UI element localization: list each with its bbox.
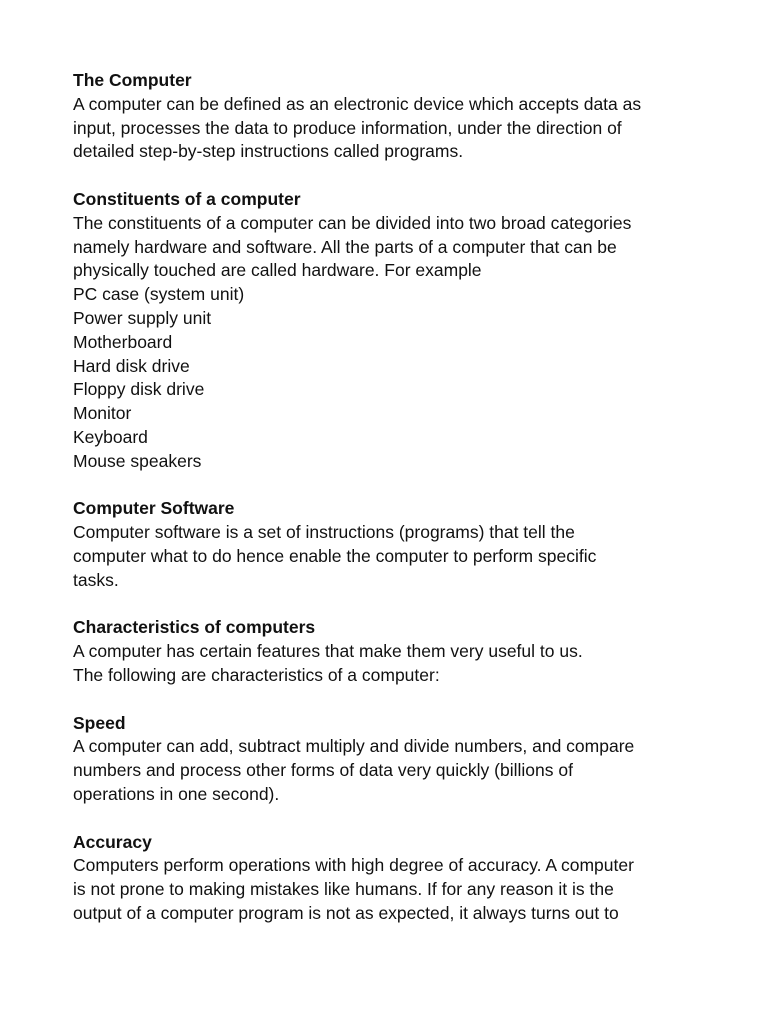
section-accuracy	[73, 831, 703, 926]
paragraph-line: input, processes the data to produce information, under the direction of	[73, 117, 622, 138]
paragraph-gap	[73, 688, 703, 712]
paragraph-line: Computers perform operations with high degree of accuracy. A computer	[73, 855, 634, 876]
paragraph-line: A computer can add, subtract multiply and divide numbers, and compare	[73, 736, 635, 757]
paragraph-line: detailed step-by-step instructions called programs.	[73, 141, 464, 162]
paragraph-line: output of a computer program is not as expected, it always turns out to	[73, 902, 619, 923]
list-item: PC case (system unit)	[73, 284, 245, 305]
list-item: Mouse speakers	[73, 450, 202, 471]
section-speed	[73, 712, 703, 807]
list-item: Monitor	[73, 403, 132, 424]
list-item: Floppy disk drive	[73, 379, 205, 400]
paragraph-gap	[73, 593, 703, 617]
paragraph-line: computer what to do hence enable the computer to perform specific	[73, 545, 597, 566]
paragraph-line: The following are characteristics of a computer:	[73, 664, 440, 685]
section-heading: The Computer	[73, 70, 192, 90]
section-heading: Characteristics of computers	[73, 617, 316, 638]
list-item: Keyboard	[73, 426, 148, 447]
paragraph-line: Computer software is a set of instructions (programs) that tell the	[73, 522, 575, 543]
list-item: Motherboard	[73, 331, 173, 352]
paragraph-gap	[73, 474, 703, 498]
section-computer-software	[73, 497, 703, 592]
paragraph-line: A computer has certain features that make them very useful to us.	[73, 641, 583, 662]
paragraph-line: physically touched are called hardware. For example	[73, 260, 482, 281]
hardware-list	[73, 283, 703, 473]
list-item: Hard disk drive	[73, 355, 190, 376]
paragraph-line: The constituents of a computer can be divided into two broad categories	[73, 212, 632, 233]
section-heading: Speed	[73, 712, 126, 733]
section-heading: Constituents of a computer	[73, 188, 301, 209]
list-item: Power supply unit	[73, 307, 212, 328]
paragraph-line: tasks.	[73, 569, 119, 590]
paragraph-line: A computer can be defined as an electronic device which accepts data as	[73, 93, 642, 114]
paragraph-line: operations in one second).	[73, 783, 280, 804]
paragraph-gap	[73, 164, 703, 188]
document-page	[73, 69, 703, 926]
section-the-computer	[73, 69, 703, 164]
section-constituents	[73, 188, 703, 474]
paragraph-gap	[73, 807, 703, 831]
section-heading: Accuracy	[73, 831, 152, 852]
paragraph-line: is not prone to making mistakes like humans. If for any reason it is the	[73, 879, 614, 900]
paragraph-line: namely hardware and software. All the parts of a computer that can be	[73, 236, 617, 257]
section-characteristics	[73, 616, 703, 687]
section-heading: Computer Software	[73, 498, 235, 519]
paragraph-line: numbers and process other forms of data very quickly (billions of	[73, 760, 573, 781]
